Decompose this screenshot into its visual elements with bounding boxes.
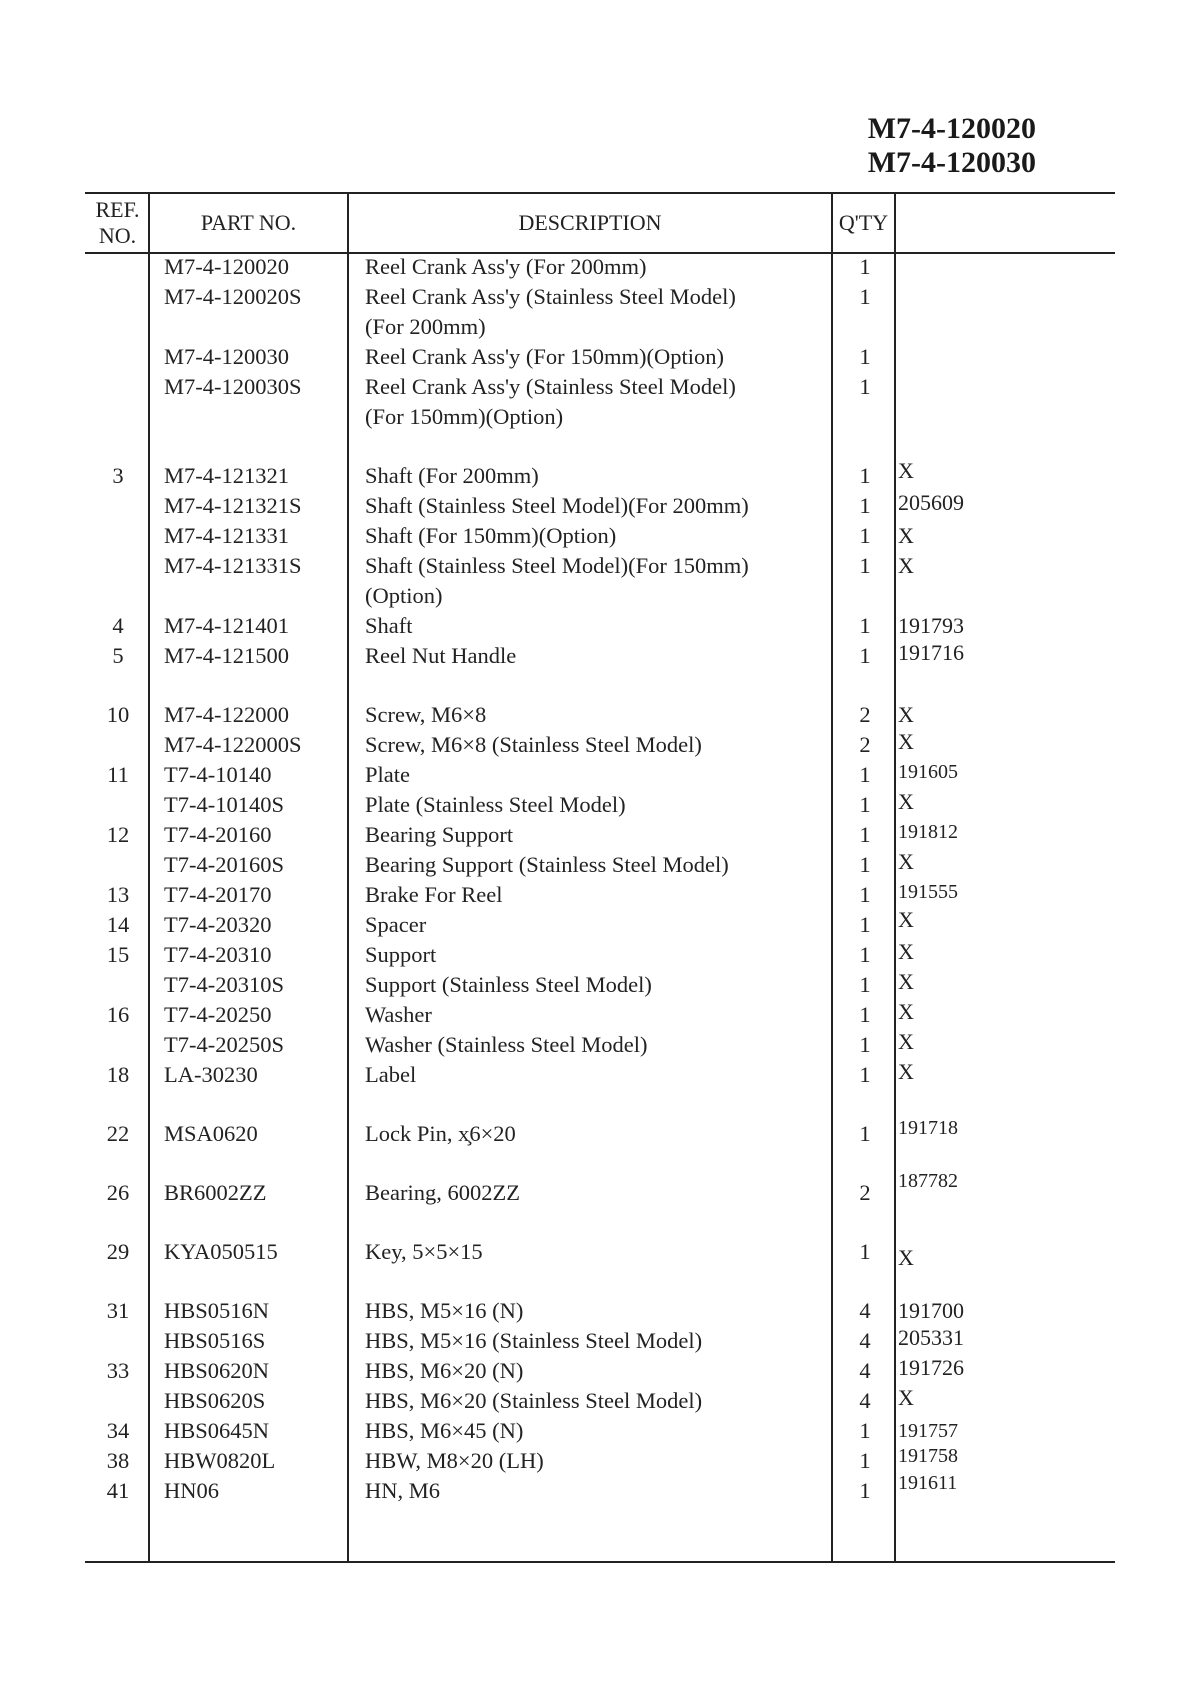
row-part-no: M7-4-121331: [164, 523, 289, 548]
row-ref: 38: [106, 1448, 130, 1473]
title-line-2: M7-4-120030: [867, 146, 1036, 179]
row-ref: 29: [106, 1239, 130, 1264]
row-note: X: [898, 553, 914, 578]
row-description: Reel Crank Ass'y (Stainless Steel Model): [365, 284, 736, 309]
row-note: 191555: [898, 881, 958, 903]
row-description: HBS, M5×16 (Stainless Steel Model): [365, 1328, 703, 1353]
row-description: Shaft (For 200mm): [365, 463, 539, 488]
row-part-no: HBS0516N: [164, 1298, 270, 1323]
row-description: Brake For Reel: [365, 882, 503, 907]
row-note: X: [898, 1029, 914, 1054]
row-note: 191812: [898, 821, 958, 843]
row-description: Reel Crank Ass'y (For 200mm): [365, 254, 647, 279]
row-ref: 33: [106, 1358, 130, 1383]
row-description: HBS, M5×16 (N): [365, 1298, 524, 1323]
header-qty: Q'TY: [838, 210, 889, 235]
row-note: 191793: [898, 613, 964, 638]
row-part-no: M7-4-120020S: [164, 284, 302, 309]
header-ref-no: [87, 193, 148, 253]
row-note: 191700: [898, 1298, 964, 1323]
row-description: (Option): [365, 583, 443, 608]
row-part-no: T7-4-20320: [164, 912, 272, 937]
row-qty: 1: [859, 1418, 871, 1443]
row-part-no: T7-4-20250S: [164, 1032, 284, 1057]
row-qty: 4: [859, 1298, 871, 1323]
row-qty: 2: [859, 702, 871, 727]
row-ref: 10: [106, 702, 130, 727]
row-note: X: [898, 458, 914, 483]
column-divider-3: [831, 193, 833, 1562]
row-part-no: HBS0645N: [164, 1418, 270, 1443]
header-description: DESCRIPTION: [518, 210, 662, 235]
row-qty: 1: [859, 553, 871, 578]
row-note: X: [898, 907, 914, 932]
row-part-no: M7-4-120030: [164, 344, 289, 369]
row-description: Support: [365, 942, 437, 967]
document-title: [868, 112, 1036, 180]
row-qty: 1: [859, 613, 871, 638]
row-part-no: T7-4-10140: [164, 762, 272, 787]
row-description: Bearing Support: [365, 822, 514, 847]
column-divider-2: [347, 193, 349, 1562]
row-part-no: M7-4-120030S: [164, 374, 302, 399]
row-part-no: T7-4-20160: [164, 822, 272, 847]
row-part-no: T7-4-20160S: [164, 852, 284, 877]
row-ref: 22: [106, 1121, 130, 1146]
row-part-no: HBW0820L: [164, 1448, 276, 1473]
row-note: 191757: [898, 1420, 958, 1442]
row-description: Reel Crank Ass'y (Stainless Steel Model): [365, 374, 736, 399]
row-description: HN, M6: [365, 1478, 441, 1503]
row-description: Bearing Support (Stainless Steel Model): [365, 852, 729, 877]
row-ref: 12: [106, 822, 130, 847]
row-ref: 14: [106, 912, 130, 937]
row-ref: 16: [106, 1002, 130, 1027]
row-part-no: BR6002ZZ: [164, 1180, 267, 1205]
row-qty: 1: [859, 1002, 871, 1027]
row-qty: 1: [859, 822, 871, 847]
row-description: Shaft (For 150mm)(Option): [365, 523, 617, 548]
row-qty: 1: [859, 882, 871, 907]
row-part-no: M7-4-121500: [164, 643, 289, 668]
row-note: X: [898, 1245, 914, 1270]
row-description: Plate (Stainless Steel Model): [365, 792, 626, 817]
row-part-no: T7-4-20170: [164, 882, 272, 907]
row-part-no: M7-4-120020: [164, 254, 289, 279]
row-note: X: [898, 729, 914, 754]
row-description: Shaft (Stainless Steel Model)(For 150mm): [365, 553, 749, 578]
row-qty: 4: [859, 1328, 871, 1353]
row-qty: 1: [859, 762, 871, 787]
row-description: Bearing, 6002ZZ: [365, 1180, 520, 1205]
row-qty: 1: [859, 1121, 871, 1146]
row-ref: 11: [107, 762, 129, 787]
row-ref: 34: [106, 1418, 130, 1443]
row-qty: 1: [859, 792, 871, 817]
row-qty: 1: [859, 523, 871, 548]
row-qty: 1: [859, 463, 871, 488]
row-ref: 41: [106, 1478, 130, 1503]
row-part-no: HN06: [164, 1478, 219, 1503]
row-description: HBS, M6×20 (N): [365, 1358, 524, 1383]
row-note: X: [898, 523, 914, 548]
row-description: Screw, M6×8: [365, 702, 487, 727]
row-qty: 1: [859, 1478, 871, 1503]
row-description: Washer (Stainless Steel Model): [365, 1032, 648, 1057]
row-description: Plate: [365, 762, 410, 787]
row-part-no: HBS0620S: [164, 1388, 266, 1413]
row-description: Reel Crank Ass'y (For 150mm)(Option): [365, 344, 725, 369]
row-note: X: [898, 1059, 914, 1084]
row-note: X: [898, 849, 914, 874]
row-note: 191611: [898, 1472, 958, 1494]
row-description: Shaft: [365, 613, 413, 638]
row-note: X: [898, 702, 914, 727]
row-part-no: M7-4-122000: [164, 702, 289, 727]
row-part-no: M7-4-121331S: [164, 553, 302, 578]
row-ref: 15: [106, 942, 130, 967]
row-part-no: T7-4-20250: [164, 1002, 272, 1027]
row-note: 205609: [898, 490, 964, 515]
row-description: HBS, M6×20 (Stainless Steel Model): [365, 1388, 703, 1413]
row-part-no: M7-4-121321: [164, 463, 289, 488]
table-bottom-rule: [85, 1561, 1115, 1563]
row-qty: 1: [859, 1062, 871, 1087]
row-part-no: M7-4-121401: [164, 613, 289, 638]
row-ref: 4: [112, 613, 124, 638]
row-ref: 3: [112, 463, 124, 488]
row-note: X: [898, 999, 914, 1024]
row-note: 191758: [898, 1445, 958, 1467]
row-qty: 4: [859, 1388, 871, 1413]
row-note: 187782: [898, 1170, 958, 1192]
row-qty: 1: [859, 374, 871, 399]
row-ref: 31: [106, 1298, 130, 1323]
row-ref: 5: [112, 643, 124, 668]
row-qty: 1: [859, 942, 871, 967]
row-description: Key, 5×5×15: [365, 1239, 483, 1264]
row-note: X: [898, 789, 914, 814]
title-line-1: M7-4-120020: [867, 112, 1036, 145]
row-ref: 26: [106, 1180, 130, 1205]
row-note: X: [898, 939, 914, 964]
row-description: HBW, M8×20 (LH): [365, 1448, 544, 1473]
row-description: Shaft (Stainless Steel Model)(For 200mm): [365, 493, 749, 518]
row-qty: 1: [859, 1448, 871, 1473]
row-qty: 1: [859, 852, 871, 877]
row-qty: 4: [859, 1358, 871, 1383]
row-description: Reel Nut Handle: [365, 643, 517, 668]
row-note: 205331: [898, 1325, 964, 1350]
row-description: (For 150mm)(Option): [365, 404, 564, 429]
row-note: X: [898, 1385, 914, 1410]
row-description: Washer: [365, 1002, 432, 1027]
row-part-no: T7-4-20310S: [164, 972, 284, 997]
row-description: Lock Pin, x̧6×20: [365, 1121, 516, 1146]
row-note: 191726: [898, 1355, 964, 1380]
row-qty: 1: [859, 972, 871, 997]
row-qty: 1: [859, 1239, 871, 1264]
row-part-no: HBS0516S: [164, 1328, 266, 1353]
row-qty: 1: [859, 643, 871, 668]
row-part-no: T7-4-20310: [164, 942, 272, 967]
row-note: X: [898, 969, 914, 994]
row-description: (For 200mm): [365, 314, 486, 339]
row-note: 191716: [898, 640, 964, 665]
row-qty: 2: [859, 732, 871, 757]
row-qty: 1: [859, 284, 871, 309]
row-qty: 1: [859, 344, 871, 369]
row-note: 191605: [898, 761, 958, 783]
row-part-no: MSA0620: [164, 1121, 258, 1146]
header-ref-line: REF.: [95, 197, 140, 222]
header-part-no: PART NO.: [200, 210, 297, 235]
row-ref: 18: [106, 1062, 130, 1087]
row-description: Support (Stainless Steel Model): [365, 972, 652, 997]
row-part-no: M7-4-122000S: [164, 732, 302, 757]
row-part-no: HBS0620N: [164, 1358, 270, 1383]
row-description: Screw, M6×8 (Stainless Steel Model): [365, 732, 702, 757]
row-qty: 1: [859, 493, 871, 518]
row-note: 191718: [898, 1117, 958, 1139]
row-part-no: T7-4-10140S: [164, 792, 284, 817]
row-qty: 1: [859, 1032, 871, 1057]
row-ref: 13: [106, 882, 130, 907]
row-qty: 1: [859, 912, 871, 937]
row-description: Spacer: [365, 912, 427, 937]
row-description: Label: [365, 1062, 417, 1087]
row-part-no: KYA050515: [164, 1239, 278, 1264]
row-qty: 1: [859, 254, 871, 279]
row-part-no: M7-4-121321S: [164, 493, 302, 518]
header-no-line: NO.: [98, 223, 137, 248]
row-qty: 2: [859, 1180, 871, 1205]
row-description: HBS, M6×45 (N): [365, 1418, 524, 1443]
row-part-no: LA-30230: [164, 1062, 258, 1087]
